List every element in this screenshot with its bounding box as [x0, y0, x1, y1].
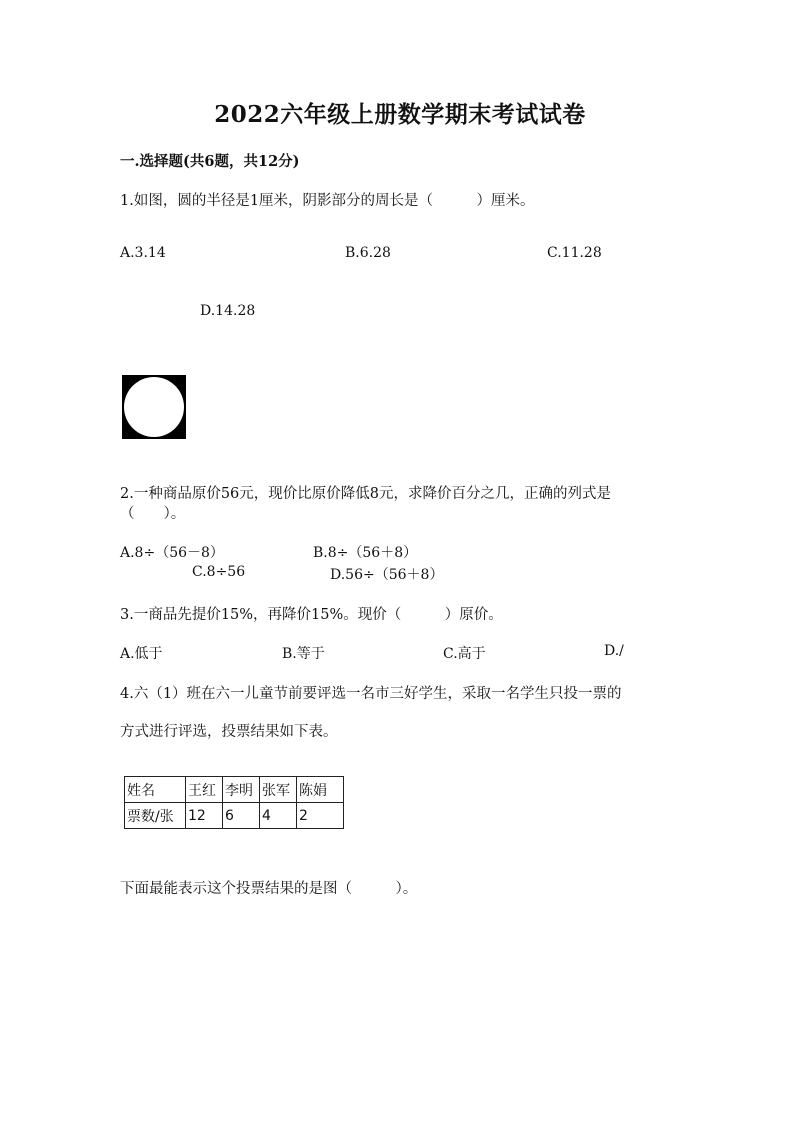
- table-cell: 票数/张: [125, 803, 186, 829]
- q1-option-d: D.14.28: [200, 303, 256, 319]
- q2-option-c: C.8÷56: [192, 564, 246, 580]
- q3-option-b: B.等于: [282, 646, 325, 662]
- table-cell: 2: [297, 803, 344, 829]
- table-cell: 4: [260, 803, 297, 829]
- table-cell: 张军: [260, 777, 297, 803]
- question-1-text: 1.如图，圆的半径是1厘米，阴影部分的周长是（ ）厘米。: [120, 193, 535, 209]
- table-header-row: [125, 777, 344, 803]
- table-cell: 12: [186, 803, 223, 829]
- q2-option-d: D.56÷（56＋8）: [330, 567, 444, 583]
- q1-figure-circle: [124, 377, 184, 437]
- table-cell: 6: [223, 803, 260, 829]
- table-cell: 王红: [186, 777, 223, 803]
- q2-option-a: A.8÷（56－8）: [120, 545, 224, 561]
- question-2-text-line2: （ ）。: [120, 506, 186, 522]
- q3-option-d: D./: [604, 643, 624, 659]
- q3-option-a: A.低于: [120, 646, 163, 662]
- q1-option-b: B.6.28: [345, 245, 391, 261]
- q1-option-a: A.3.14: [120, 245, 166, 261]
- q1-option-c: C.11.28: [547, 245, 602, 261]
- table-row: [125, 803, 344, 829]
- vote-results-table: [124, 776, 344, 829]
- table-cell: 陈娟: [297, 777, 344, 803]
- question-3-text: 3.一商品先提价15%，再降价15%。现价（ ）原价。: [120, 607, 503, 623]
- q3-option-c: C.高于: [443, 646, 486, 662]
- question-4-text-line2: 方式进行评选，投票结果如下表。: [120, 724, 338, 740]
- question-4-followup: 下面最能表示这个投票结果的是图（ ）。: [120, 881, 418, 897]
- table-cell: 李明: [223, 777, 260, 803]
- table-cell: 姓名: [125, 777, 186, 803]
- question-2-text-line1: 2.一种商品原价56元，现价比原价降低8元，求降价百分之几，正确的列式是: [120, 486, 612, 502]
- page-title: 2022六年级上册数学期末考试试卷: [214, 101, 586, 128]
- question-4-text-line1: 4.六（1）班在六一儿童节前要评选一名市三好学生，采取一名学生只投一票的: [120, 686, 622, 702]
- section-heading: 一.选择题(共6题，共12分): [120, 153, 300, 170]
- q2-option-b: B.8÷（56＋8）: [313, 545, 418, 561]
- q1-figure-shaded-square: [122, 375, 186, 439]
